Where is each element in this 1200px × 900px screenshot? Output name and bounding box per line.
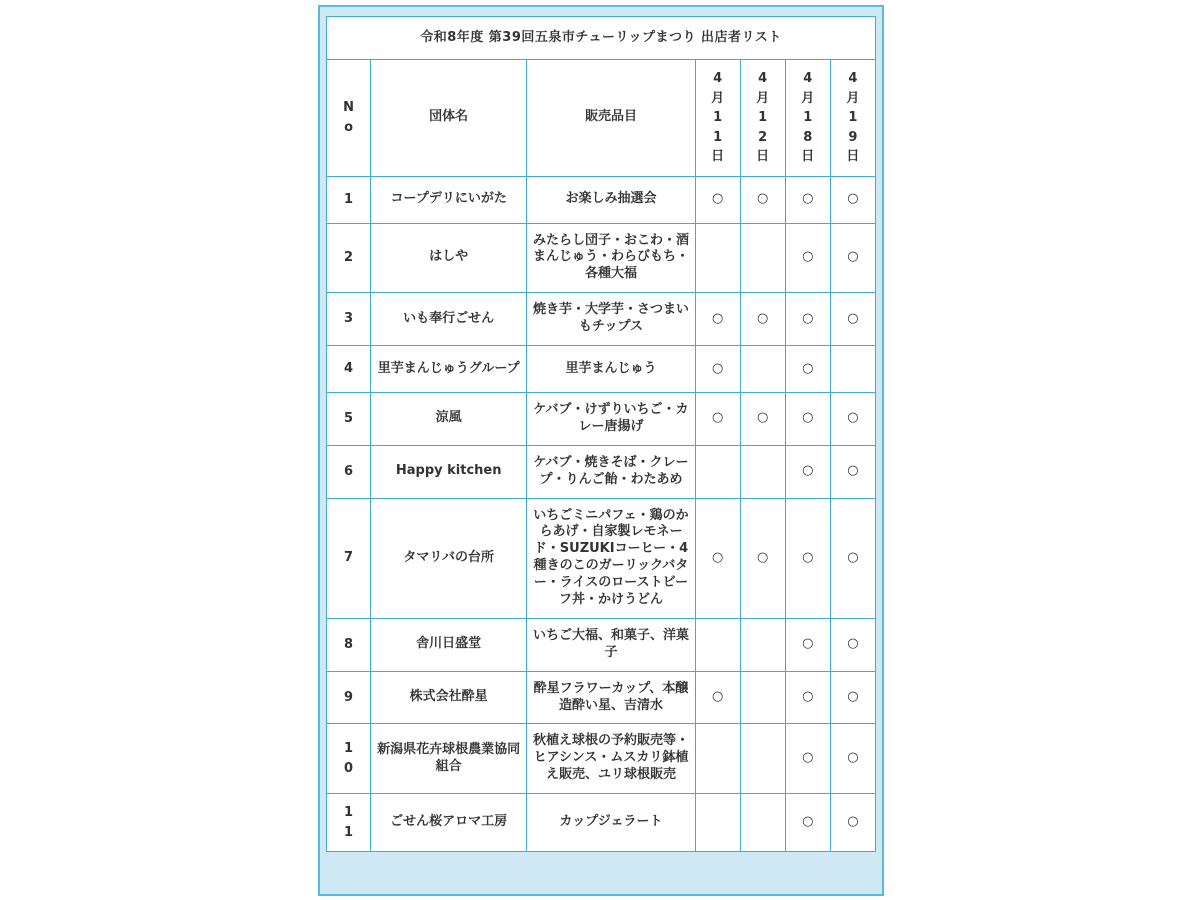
cell-no xyxy=(327,293,371,346)
cell-date-apr18: ○ xyxy=(785,345,830,392)
cell-date-apr12 xyxy=(740,794,785,852)
cell-items: お楽しみ抽選会 xyxy=(527,176,695,223)
cell-date-apr19: ○ xyxy=(830,176,875,223)
cell-no-value: 6 xyxy=(344,463,354,479)
table-row xyxy=(327,618,876,671)
cell-no xyxy=(327,724,371,794)
cell-date-apr11: ○ xyxy=(695,392,740,445)
cell-items: カップジェラート xyxy=(527,794,695,852)
cell-date-apr11: ○ xyxy=(695,293,740,346)
cell-no-value: 7 xyxy=(344,550,354,566)
cell-no xyxy=(327,671,371,724)
cell-no-value: 8 xyxy=(344,637,354,652)
table-row xyxy=(327,445,876,498)
cell-date-apr19: ○ xyxy=(830,498,875,618)
cell-no-value: 9 xyxy=(344,689,354,705)
page-title: 令和8年度 第39回五泉市チューリップまつり 出店者リスト xyxy=(327,17,876,60)
cell-no xyxy=(327,794,371,852)
table-row xyxy=(327,176,876,223)
cell-date-apr12 xyxy=(740,345,785,392)
cell-no-value: 2 xyxy=(344,250,354,266)
cell-no xyxy=(327,176,371,223)
cell-group-name: ごせん桜アロマ工房 xyxy=(371,794,527,852)
cell-date-apr11 xyxy=(695,794,740,852)
header-date-apr18-label: 4月18日 xyxy=(801,71,815,164)
table-row xyxy=(327,345,876,392)
cell-date-apr12 xyxy=(740,445,785,498)
cell-date-apr12 xyxy=(740,223,785,293)
cell-date-apr12: ○ xyxy=(740,392,785,445)
cell-date-apr11 xyxy=(695,223,740,293)
cell-group-name: 里芋まんじゅうグループ xyxy=(371,345,527,392)
cell-no-value: 3 xyxy=(344,311,354,327)
cell-items: みたらし団子・おこわ・酒まんじゅう・わらびもち・各種大福 xyxy=(527,223,695,293)
table-row xyxy=(327,293,876,346)
cell-date-apr18: ○ xyxy=(785,223,830,293)
header-date-apr19 xyxy=(830,60,875,177)
cell-group-name: 新潟県花卉球根農業協同組合 xyxy=(371,724,527,794)
vendor-list-panel xyxy=(318,5,884,896)
cell-group-name: 舎川日盛堂 xyxy=(371,618,527,671)
cell-date-apr19: ○ xyxy=(830,223,875,293)
table-row xyxy=(327,724,876,794)
cell-no-value: 10 xyxy=(344,741,354,776)
cell-date-apr19: ○ xyxy=(830,618,875,671)
table-row xyxy=(327,671,876,724)
cell-no xyxy=(327,345,371,392)
cell-items: いちごミニパフェ・鶏のからあげ・自家製レモネード・SUZUKIコーヒー・4種きのこのガーリックバター・ライスのローストビーフ丼・かけうどん xyxy=(527,498,695,618)
cell-date-apr18: ○ xyxy=(785,392,830,445)
cell-group-name: はしや xyxy=(371,223,527,293)
cell-items: ケバブ・焼きそば・クレープ・りんご飴・わたあめ xyxy=(527,445,695,498)
cell-date-apr18: ○ xyxy=(785,618,830,671)
cell-date-apr11: ○ xyxy=(695,671,740,724)
header-date-apr11-label: 4月11日 xyxy=(711,71,725,164)
cell-date-apr11: ○ xyxy=(695,498,740,618)
header-no-label: No xyxy=(343,100,354,135)
cell-date-apr18: ○ xyxy=(785,671,830,724)
cell-date-apr11 xyxy=(695,618,740,671)
cell-date-apr19: ○ xyxy=(830,794,875,852)
cell-date-apr11: ○ xyxy=(695,345,740,392)
cell-date-apr12: ○ xyxy=(740,176,785,223)
cell-date-apr19: ○ xyxy=(830,671,875,724)
cell-date-apr18: ○ xyxy=(785,498,830,618)
cell-date-apr12 xyxy=(740,671,785,724)
header-date-apr18 xyxy=(785,60,830,177)
cell-no xyxy=(327,498,371,618)
header-date-apr12 xyxy=(740,60,785,177)
header-date-apr19-label: 4月19日 xyxy=(846,71,860,164)
table-row xyxy=(327,392,876,445)
cell-date-apr18: ○ xyxy=(785,445,830,498)
cell-group-name: コープデリにいがた xyxy=(371,176,527,223)
cell-items: 焼き芋・大学芋・さつまいもチップス xyxy=(527,293,695,346)
table-row xyxy=(327,223,876,293)
cell-no xyxy=(327,445,371,498)
cell-date-apr18: ○ xyxy=(785,794,830,852)
cell-group-name: 株式会社酔星 xyxy=(371,671,527,724)
cell-date-apr19: ○ xyxy=(830,293,875,346)
cell-no xyxy=(327,618,371,671)
cell-items: 秋植え球根の予約販売等・ヒアシンス・ムスカリ鉢植え販売、ユリ球根販売 xyxy=(527,724,695,794)
header-date-apr12-label: 4月12日 xyxy=(756,71,770,164)
header-row xyxy=(327,60,876,177)
cell-date-apr11: ○ xyxy=(695,176,740,223)
cell-date-apr19: ○ xyxy=(830,392,875,445)
table-row xyxy=(327,794,876,852)
cell-date-apr18: ○ xyxy=(785,176,830,223)
cell-date-apr11 xyxy=(695,445,740,498)
cell-date-apr12: ○ xyxy=(740,498,785,618)
cell-group-name: タマリバの台所 xyxy=(371,498,527,618)
cell-date-apr19 xyxy=(830,345,875,392)
cell-no xyxy=(327,392,371,445)
cell-items: 酔星フラワーカップ、本醸造酔い星、吉清水 xyxy=(527,671,695,724)
cell-items: 里芋まんじゅう xyxy=(527,345,695,392)
header-items: 販売品目 xyxy=(527,60,695,177)
cell-no xyxy=(327,223,371,293)
header-date-apr11 xyxy=(695,60,740,177)
cell-group-name: Happy kitchen xyxy=(371,445,527,498)
cell-no-value: 4 xyxy=(344,361,354,377)
cell-items: いちご大福、和菓子、洋菓子 xyxy=(527,618,695,671)
cell-group-name: 涼風 xyxy=(371,392,527,445)
table-row xyxy=(327,498,876,618)
cell-no-value: 1 xyxy=(344,191,354,207)
cell-group-name: いも奉行ごせん xyxy=(371,293,527,346)
cell-date-apr12: ○ xyxy=(740,293,785,346)
header-group-name: 団体名 xyxy=(371,60,527,177)
cell-date-apr18: ○ xyxy=(785,724,830,794)
header-no xyxy=(327,60,371,177)
cell-date-apr18: ○ xyxy=(785,293,830,346)
cell-date-apr19: ○ xyxy=(830,724,875,794)
cell-items: ケバブ・けずりいちご・カレー唐揚げ xyxy=(527,392,695,445)
cell-date-apr12 xyxy=(740,724,785,794)
title-row xyxy=(327,17,876,60)
cell-date-apr11 xyxy=(695,724,740,794)
cell-date-apr19: ○ xyxy=(830,445,875,498)
cell-date-apr12 xyxy=(740,618,785,671)
cell-no-value: 5 xyxy=(344,411,354,427)
vendor-table xyxy=(326,16,876,852)
cell-no-value: 11 xyxy=(344,805,354,840)
